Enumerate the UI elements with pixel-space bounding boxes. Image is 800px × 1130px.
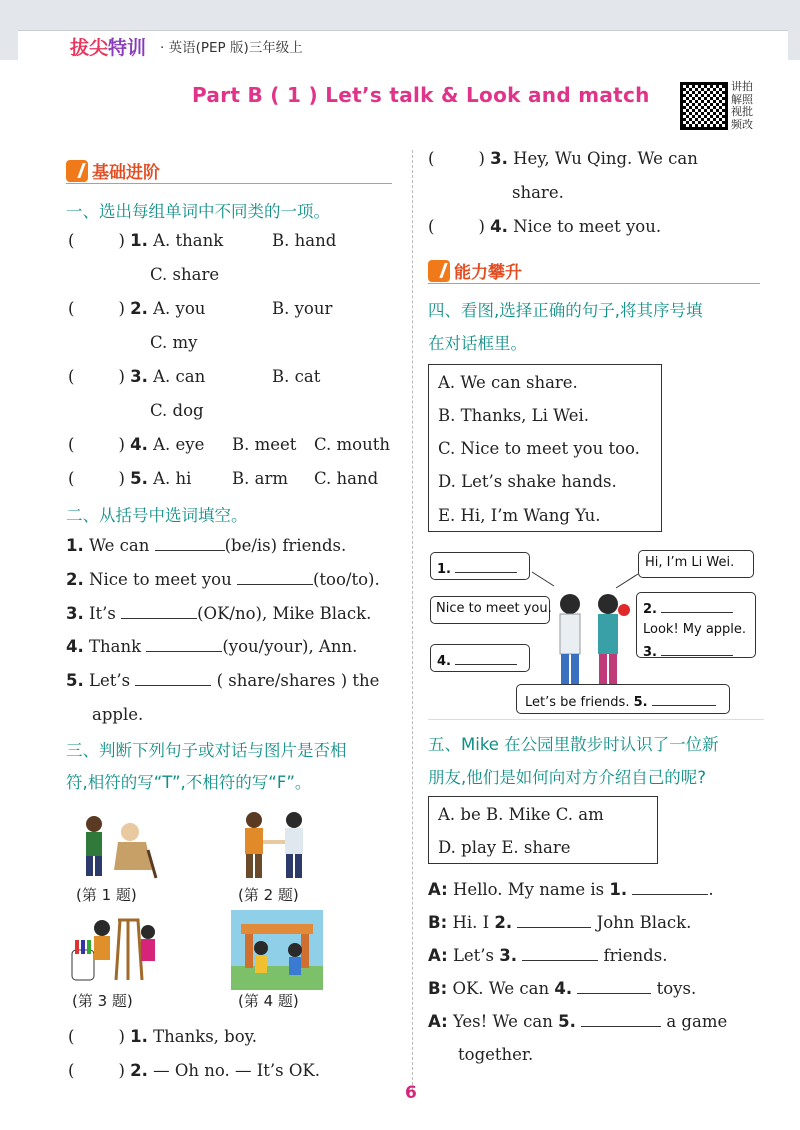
answer-blank[interactable]: [135, 670, 211, 686]
speech-bubble-2-3: 2. Look! My apple. 3.: [636, 592, 756, 658]
q1-option-b: B. arm: [232, 469, 288, 488]
q3-item: ( ) 2. — Oh no. — It’s OK.: [68, 1061, 320, 1080]
q2-item: 1. We can (be/is) friends.: [66, 536, 347, 555]
q1-option-b: B. your: [272, 299, 333, 318]
q2-item: 2. Nice to meet you (too/to).: [66, 570, 380, 589]
q1-option-c: C. mouth: [314, 435, 390, 454]
q5-dialog-line: A: Hello. My name is 1. .: [428, 880, 714, 899]
runner-icon: [66, 160, 88, 182]
q3-heading-line2: 符,相符的写“T”,不相符的写“F”。: [66, 773, 312, 792]
section-rule: [428, 283, 760, 284]
q3-item: ( ) 4. Nice to meet you.: [428, 217, 662, 236]
picture-4-school-gate: [231, 910, 323, 990]
answer-blank[interactable]: [632, 879, 708, 895]
answer-blank[interactable]: [155, 535, 225, 551]
section-ability: 能力攀升: [428, 258, 522, 283]
q1-option-b: B. cat: [272, 367, 321, 386]
q1-heading: 一、选出每组单词中不同类的一项。: [66, 202, 330, 221]
section-basic: 基础进阶: [66, 158, 160, 183]
answer-blank[interactable]: [517, 912, 591, 928]
climber-icon: [428, 260, 450, 282]
q2-item: 3. It’s (OK/no), Mike Black.: [66, 604, 372, 623]
q4-dialog-scene: [428, 542, 764, 720]
q5-dialog-line: B: OK. We can 4. toys.: [428, 979, 697, 998]
answer-blank[interactable]: [237, 569, 313, 585]
q1-item: ( ) 4. A. eye: [68, 435, 205, 454]
page-number: 6: [405, 1083, 417, 1103]
answer-blank[interactable]: [146, 636, 222, 652]
q2-item: 5. Let’s ( share/shares ) the: [66, 671, 380, 690]
q4-heading-line2: 在对话框里。: [428, 334, 527, 353]
answer-blank[interactable]: [577, 978, 651, 994]
q3-item: ( ) 3. Hey, Wu Qing. We can: [428, 149, 698, 168]
brand-logo: 拔尖特训: [70, 37, 147, 59]
q1-option-c: C. dog: [150, 401, 204, 420]
page-title: Part B ( 1 ) Let’s talk & Look and match: [192, 83, 650, 107]
q3-item: ( ) 1. Thanks, boy.: [68, 1027, 258, 1046]
q1-option-c: C. share: [150, 265, 220, 284]
q1-option-c: C. my: [150, 333, 198, 352]
picture-caption: (第 4 题): [238, 992, 299, 1010]
picture-caption: (第 3 题): [72, 992, 133, 1010]
column-divider: [412, 150, 413, 1090]
picture-1-old-man-helped: [72, 810, 162, 882]
q5-heading-line2: 朋友,他们是如何向对方介绍自己的呢?: [428, 768, 707, 787]
qr-code-icon[interactable]: [680, 82, 728, 130]
q1-option-b: B. meet: [232, 435, 297, 454]
q4-option: D. Let’s shake hands.: [438, 472, 617, 491]
q3-item-cont: share.: [512, 183, 564, 202]
q1-item: ( ) 2. A. you: [68, 299, 206, 318]
qr-label: 讲拍解照视批频改: [731, 80, 753, 131]
picture-caption: (第 1 题): [76, 886, 137, 904]
speech-bubble-5: Let’s be friends. 5.: [516, 684, 730, 714]
q2-item: 4. Thank (you/your), Ann.: [66, 637, 358, 656]
q4-option: E. Hi, I’m Wang Yu.: [438, 506, 601, 525]
answer-blank[interactable]: [522, 945, 598, 961]
picture-2-shake-hands: [234, 808, 316, 884]
answer-blank[interactable]: [121, 603, 197, 619]
q1-item: ( ) 5. A. hi: [68, 469, 192, 488]
q5-dialog-cont: together.: [458, 1045, 534, 1064]
q5-options-line1: A. be B. Mike C. am: [438, 805, 604, 824]
q2-heading: 二、从括号中选词填空。: [66, 506, 248, 525]
section-rule: [66, 183, 392, 184]
speech-bubble-1: 1.: [430, 552, 530, 580]
q4-heading-line1: 四、看图,选择正确的句子,将其序号填: [428, 301, 703, 320]
speech-bubble-hi: Hi, I’m Li Wei.: [638, 550, 754, 578]
q3-heading-line1: 三、判断下列句子或对话与图片是否相: [66, 741, 347, 760]
q5-dialog-line: B: Hi. I 2. John Black.: [428, 913, 692, 932]
speech-bubble-4: 4.: [430, 644, 530, 672]
q4-option: B. Thanks, Li Wei.: [438, 406, 590, 425]
picture-caption: (第 2 题): [238, 886, 299, 904]
speech-bubble-nice: Nice to meet you.: [430, 596, 550, 624]
q1-item: ( ) 1. A. thank: [68, 231, 224, 250]
q1-option-b: B. hand: [272, 231, 337, 250]
q2-item-cont: apple.: [92, 705, 144, 724]
q4-option: C. Nice to meet you too.: [438, 439, 640, 458]
q1-item: ( ) 3. A. can: [68, 367, 206, 386]
q5-options-line2: D. play E. share: [438, 838, 571, 857]
q5-dialog-line: A: Yes! We can 5. a game: [428, 1012, 728, 1031]
picture-3-crayons-easel: [68, 910, 160, 988]
q5-dialog-line: A: Let’s 3. friends.: [428, 946, 668, 965]
q4-option: A. We can share.: [438, 373, 578, 392]
q1-option-c: C. hand: [314, 469, 379, 488]
q5-heading-line1: 五、Mike 在公园里散步时认识了一位新: [428, 735, 719, 754]
book-subtitle: · 英语(PEP 版)三年级上: [160, 40, 303, 56]
answer-blank[interactable]: [581, 1011, 661, 1027]
